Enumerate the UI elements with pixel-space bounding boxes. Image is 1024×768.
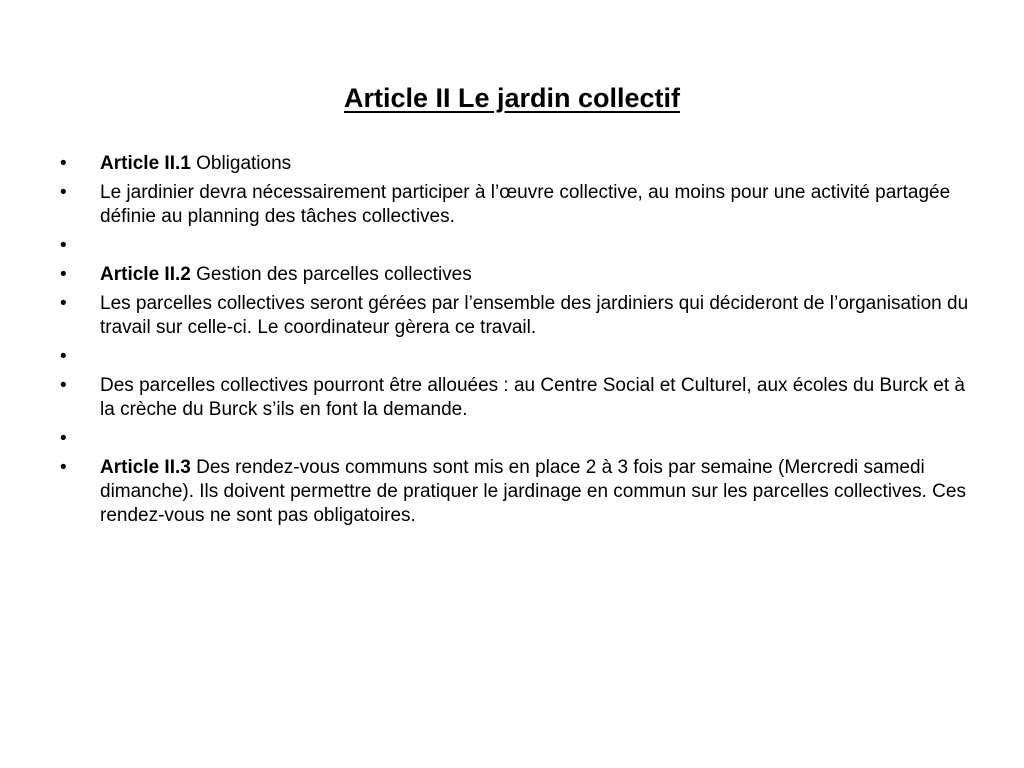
bullet-list <box>60 152 970 533</box>
bullet-text: Gestion des parcelles collectives <box>190 264 472 285</box>
bullet-text: Des rendez-vous communs sont mis en place 2 à 3 fois par semaine (Mercredi samedi dimanche). Ils doivent permettre de pratiquer le jardinage en commun sur les parcelles collectives. Ces rendez-vous ne sont pas obligatoires. <box>100 457 966 526</box>
bullet-text: Des parcelles collectives pourront être allouées : au Centre Social et Culturel, aux écoles du Burck et à la crèche du Burck s’ils en font la demande. <box>100 375 965 420</box>
bullet-item-empty <box>60 234 970 258</box>
bullet-item-gestion <box>60 263 970 287</box>
bullet-icon: • <box>60 293 67 314</box>
bullet-item-empty <box>60 345 970 369</box>
slide-title: Article II Le jardin collectif <box>343 83 681 113</box>
bullet-text: Les parcelles collectives seront gérées par l’ensemble des jardiniers qui décideront de l’organisation du travail sur celle-ci. Le coordinateur gèrera ce travail. <box>100 293 969 338</box>
bullet-item-participation <box>60 181 970 229</box>
bullet-icon: • <box>60 457 67 478</box>
bullet-icon: • <box>60 375 67 396</box>
bullet-icon: • <box>60 182 67 203</box>
bullet-item-rendez-vous <box>60 456 970 528</box>
bullet-item-obligations <box>60 152 970 176</box>
article-ref: Article II.1 <box>100 153 191 174</box>
bullet-item-allocation <box>60 374 970 422</box>
article-ref: Article II.2 <box>100 264 191 285</box>
bullet-item-parcelles-gerees <box>60 292 970 340</box>
bullet-text: Le jardinier devra nécessairement participer à l’œuvre collective, au moins pour une activité partagée définie au planning des tâches collectives. <box>100 182 951 227</box>
bullet-icon: • <box>60 235 67 256</box>
bullet-item-empty <box>60 427 970 451</box>
bullet-icon: • <box>60 346 67 367</box>
bullet-icon: • <box>60 264 67 285</box>
article-ref: Article II.3 <box>100 457 191 478</box>
bullet-icon: • <box>60 428 67 449</box>
bullet-icon: • <box>60 153 67 174</box>
bullet-text: Obligations <box>190 153 292 174</box>
